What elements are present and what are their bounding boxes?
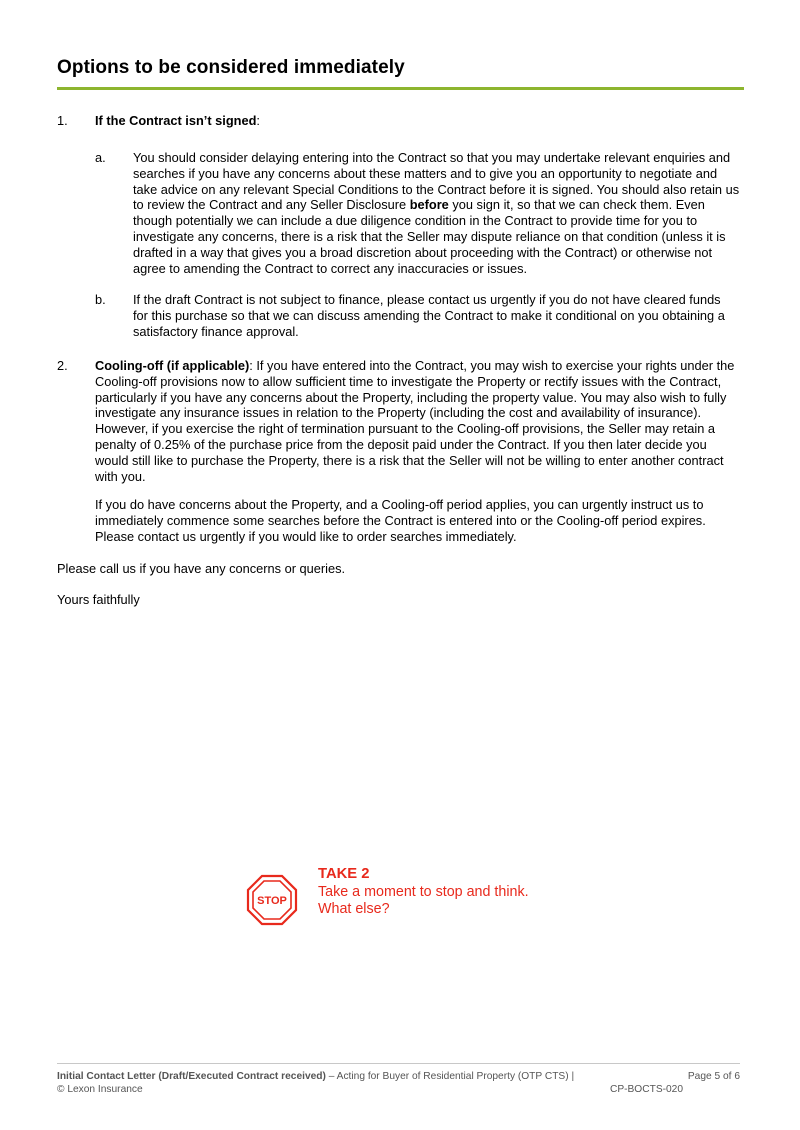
take2-title: TAKE 2 — [318, 866, 370, 882]
take2-line-2: What else? — [318, 901, 390, 917]
item-2-number: 2. — [57, 358, 68, 373]
item-1a-paragraph — [133, 150, 740, 276]
footer-right — [610, 1070, 740, 1096]
item-1a-text-1: You should consider delaying entering into the Contract so that you may undertake relevant enquiries and searches if you have any concerns about these matters and to give you an opportunity to negotiate and take advice on any relevant Special Conditions to the Contract before it is signed. You should also retain us to review the Contract and any Seller Disclosure — [133, 150, 740, 213]
item-1a-letter: a. — [95, 150, 106, 165]
item-2-title: Cooling-off (if applicable) — [95, 358, 250, 373]
item-1b-paragraph: If the draft Contract is not subject to finance, please contact us urgently if you do not have cleared funds for this purchase so that we can discuss amending the Contract to make it conditional on you obtaining a satisfactory finance approval. — [133, 292, 725, 339]
item-1-title — [95, 113, 745, 129]
take2-line-1: Take a moment to stop and think. — [318, 883, 529, 900]
footer-copyright: © Lexon Insurance — [57, 1084, 143, 1095]
item-1a-bold: before — [409, 197, 449, 213]
stop-sign-text: STOP — [257, 895, 287, 907]
page-heading: Options to be considered immediately — [57, 57, 405, 78]
take2-text — [318, 866, 638, 919]
signoff: Yours faithfully — [57, 592, 140, 607]
item-1-title-suffix: : — [256, 113, 260, 128]
item-1b-letter: b. — [95, 292, 106, 307]
item-1-number: 1. — [57, 113, 68, 128]
heading-divider — [57, 87, 744, 90]
footer-doc-title-bold: Initial Contact Letter (Draft/Executed Contract received) — [57, 1071, 326, 1082]
stop-sign-icon — [246, 874, 298, 926]
footer-divider — [57, 1063, 740, 1064]
item-1a-text-2: you sign it, so that we can check them. Even though potentially we can include a due diligence condition in the Contract to provide time for you to investigate any concerns, there is a risk that the Seller may dispute reliance on that condition (unless it is drafted in a way that gives you a broad discretion about proceeding with the Contract) or otherwise not agree to amending the Contract to correct any inaccuracies or issues. — [133, 197, 726, 276]
item-2-paragraph — [95, 358, 741, 484]
closing-call: Please call us if you have any concerns or queries. — [57, 561, 346, 576]
footer-doc-code: CP-BOCTS-020 — [609, 1084, 683, 1095]
item-1-title-bold: If the Contract isn’t signed — [95, 113, 257, 128]
footer-doc-title-rest: – Acting for Buyer of Residential Property (OTP CTS) | — [325, 1071, 575, 1082]
footer-page-number: Page 5 of 6 — [687, 1071, 740, 1082]
footer-doc-title — [57, 1070, 574, 1083]
item-2-text: : If you have entered into the Contract, you may wish to exercise your rights under the Cooling-off provisions now to allow sufficient time to investigate the Property or rectify issues with the Contract, particularly if you have any concerns about the Property, including the property value. You may also wish to fully investigate any insurance issues in relation to the Property (including the cost and availability of insurance). However, if you exercise the right of termination pursuant to the Cooling-off provisions, the Seller may retain a penalty of 0.25% of the purchase price from the deposit paid under the Contract. If you then later decide you would still like to purchase the Property, there is a risk that the Seller will not be willing to enter another contract with you. — [95, 358, 735, 484]
footer-left — [57, 1070, 574, 1096]
item-2-paragraph-2: If you do have concerns about the Property, and a Cooling-off period applies, you can urgently instruct us to immediately commence some searches before the Contract is entered into or the Cooling-off period expires. Please contact us urgently if you would like to order searches immediately. — [95, 497, 706, 544]
